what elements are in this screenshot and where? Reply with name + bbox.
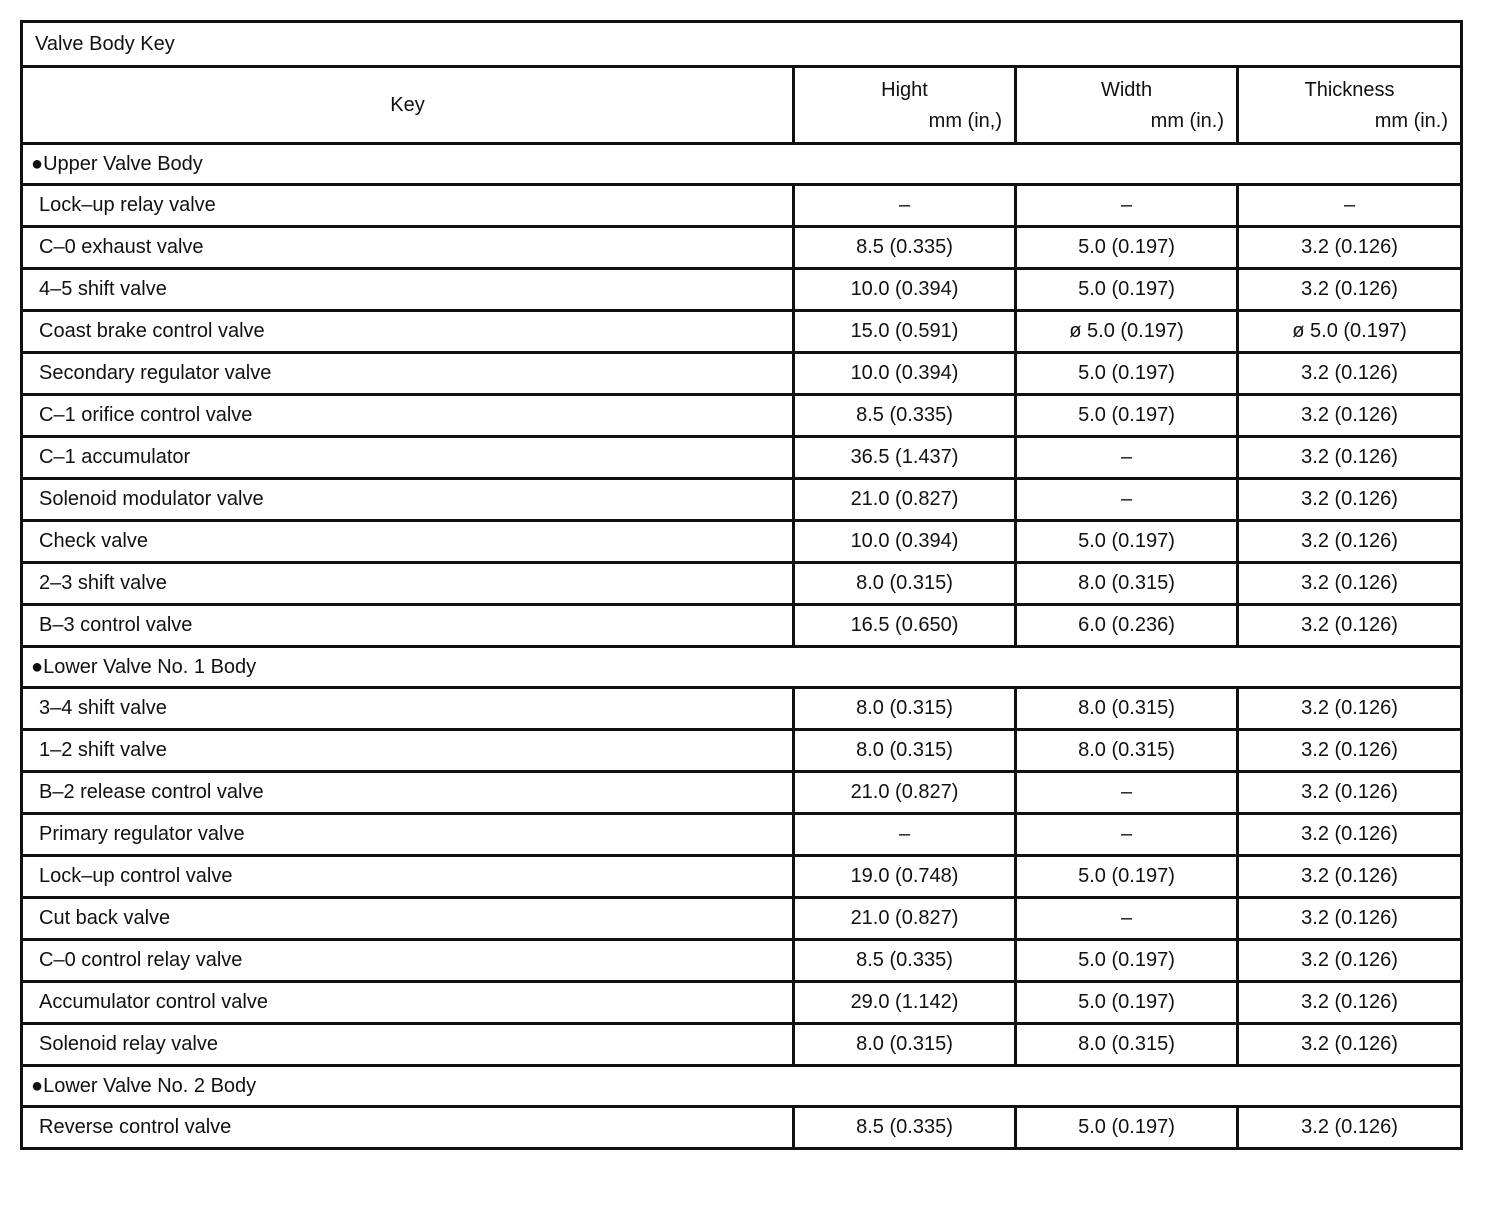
cell-width: 5.0 (0.197) [1016, 227, 1238, 269]
cell-height: 8.5 (0.335) [794, 227, 1016, 269]
cell-height: – [794, 814, 1016, 856]
cell-width: ø 5.0 (0.197) [1016, 311, 1238, 353]
cell-width: – [1016, 898, 1238, 940]
cell-key: C–0 control relay valve [22, 940, 794, 982]
cell-width: 8.0 (0.315) [1016, 1024, 1238, 1066]
cell-width: – [1016, 772, 1238, 814]
table-row [22, 1107, 1462, 1149]
section-row [22, 647, 1462, 688]
cell-width: – [1016, 814, 1238, 856]
table-row [22, 395, 1462, 437]
cell-thickness: ø 5.0 (0.197) [1238, 311, 1462, 353]
cell-key: Secondary regulator valve [22, 353, 794, 395]
cell-key: Check valve [22, 521, 794, 563]
cell-thickness: 3.2 (0.126) [1238, 898, 1462, 940]
cell-height: 29.0 (1.142) [794, 982, 1016, 1024]
table-row [22, 185, 1462, 227]
cell-width: 5.0 (0.197) [1016, 521, 1238, 563]
table-row [22, 605, 1462, 647]
table-title-row [22, 22, 1462, 67]
cell-width: 8.0 (0.315) [1016, 688, 1238, 730]
cell-width: – [1016, 437, 1238, 479]
cell-height: 8.0 (0.315) [794, 730, 1016, 772]
cell-width: 5.0 (0.197) [1016, 269, 1238, 311]
valve-body-table-container [20, 20, 1460, 1150]
table-title: Valve Body Key [22, 22, 1462, 67]
table-row [22, 856, 1462, 898]
header-thickness-label: Thickness [1304, 79, 1395, 101]
cell-thickness: 3.2 (0.126) [1238, 814, 1462, 856]
cell-key: C–1 orifice control valve [22, 395, 794, 437]
section-label: ●Lower Valve No. 1 Body [22, 647, 1462, 688]
cell-width: 5.0 (0.197) [1016, 353, 1238, 395]
cell-height: 19.0 (0.748) [794, 856, 1016, 898]
cell-height: 8.5 (0.335) [794, 395, 1016, 437]
cell-height: 10.0 (0.394) [794, 521, 1016, 563]
cell-height: 8.5 (0.335) [794, 940, 1016, 982]
cell-key: C–0 exhaust valve [22, 227, 794, 269]
cell-key: Lock–up control valve [22, 856, 794, 898]
cell-key: Cut back valve [22, 898, 794, 940]
header-thickness-unit: mm (in.) [1374, 110, 1449, 132]
table-row [22, 353, 1462, 395]
cell-thickness: 3.2 (0.126) [1238, 940, 1462, 982]
table-header-row [22, 67, 1462, 144]
cell-thickness: 3.2 (0.126) [1238, 1107, 1462, 1149]
cell-width: – [1016, 479, 1238, 521]
cell-height: 10.0 (0.394) [794, 269, 1016, 311]
table-row [22, 940, 1462, 982]
table-row [22, 563, 1462, 605]
cell-key: Accumulator control valve [22, 982, 794, 1024]
cell-height: 10.0 (0.394) [794, 353, 1016, 395]
cell-key: 1–2 shift valve [22, 730, 794, 772]
cell-height: 8.0 (0.315) [794, 563, 1016, 605]
cell-width: 5.0 (0.197) [1016, 982, 1238, 1024]
cell-height: 16.5 (0.650) [794, 605, 1016, 647]
cell-height: 36.5 (1.437) [794, 437, 1016, 479]
header-key: Key [22, 67, 794, 144]
cell-height: 8.0 (0.315) [794, 688, 1016, 730]
section-label: ●Lower Valve No. 2 Body [22, 1066, 1462, 1107]
cell-thickness: 3.2 (0.126) [1238, 856, 1462, 898]
section-label: ●Upper Valve Body [22, 144, 1462, 185]
cell-height: 21.0 (0.827) [794, 772, 1016, 814]
table-row [22, 479, 1462, 521]
cell-width: 5.0 (0.197) [1016, 1107, 1238, 1149]
cell-thickness: 3.2 (0.126) [1238, 479, 1462, 521]
cell-thickness: 3.2 (0.126) [1238, 563, 1462, 605]
cell-key: Solenoid relay valve [22, 1024, 794, 1066]
cell-width: 8.0 (0.315) [1016, 730, 1238, 772]
table-row [22, 982, 1462, 1024]
cell-thickness: 3.2 (0.126) [1238, 1024, 1462, 1066]
table-body [22, 144, 1462, 1149]
header-width-unit: mm (in.) [1150, 110, 1224, 132]
cell-width: 6.0 (0.236) [1016, 605, 1238, 647]
cell-thickness: 3.2 (0.126) [1238, 982, 1462, 1024]
cell-thickness: – [1238, 185, 1462, 227]
table-row [22, 688, 1462, 730]
table-row [22, 269, 1462, 311]
cell-thickness: 3.2 (0.126) [1238, 353, 1462, 395]
valve-body-table [20, 20, 1463, 1150]
cell-key: Lock–up relay valve [22, 185, 794, 227]
table-row [22, 311, 1462, 353]
section-row [22, 144, 1462, 185]
header-thickness [1238, 67, 1462, 144]
cell-thickness: 3.2 (0.126) [1238, 730, 1462, 772]
cell-width: – [1016, 185, 1238, 227]
cell-width: 5.0 (0.197) [1016, 856, 1238, 898]
cell-key: 4–5 shift valve [22, 269, 794, 311]
cell-width: 5.0 (0.197) [1016, 940, 1238, 982]
cell-height: 15.0 (0.591) [794, 311, 1016, 353]
cell-key: 3–4 shift valve [22, 688, 794, 730]
table-row [22, 814, 1462, 856]
cell-width: 5.0 (0.197) [1016, 395, 1238, 437]
cell-thickness: 3.2 (0.126) [1238, 521, 1462, 563]
cell-height: – [794, 185, 1016, 227]
cell-thickness: 3.2 (0.126) [1238, 395, 1462, 437]
cell-height: 8.0 (0.315) [794, 1024, 1016, 1066]
table-row [22, 898, 1462, 940]
cell-height: 21.0 (0.827) [794, 898, 1016, 940]
table-row [22, 730, 1462, 772]
cell-thickness: 3.2 (0.126) [1238, 605, 1462, 647]
header-height [794, 67, 1016, 144]
cell-height: 8.5 (0.335) [794, 1107, 1016, 1149]
header-height-unit: mm (in,) [928, 110, 1002, 132]
cell-key: B–3 control valve [22, 605, 794, 647]
table-row [22, 772, 1462, 814]
cell-key: 2–3 shift valve [22, 563, 794, 605]
table-row [22, 1024, 1462, 1066]
table-row [22, 437, 1462, 479]
cell-width: 8.0 (0.315) [1016, 563, 1238, 605]
cell-key: Solenoid modulator valve [22, 479, 794, 521]
cell-thickness: 3.2 (0.126) [1238, 437, 1462, 479]
table-row [22, 521, 1462, 563]
table-row [22, 227, 1462, 269]
header-width-label: Width [1100, 79, 1153, 101]
cell-key: B–2 release control valve [22, 772, 794, 814]
cell-height: 21.0 (0.827) [794, 479, 1016, 521]
cell-key: Coast brake control valve [22, 311, 794, 353]
header-width [1016, 67, 1238, 144]
cell-thickness: 3.2 (0.126) [1238, 269, 1462, 311]
cell-thickness: 3.2 (0.126) [1238, 772, 1462, 814]
cell-key: C–1 accumulator [22, 437, 794, 479]
header-height-label: Hight [881, 79, 928, 101]
cell-thickness: 3.2 (0.126) [1238, 688, 1462, 730]
cell-key: Primary regulator valve [22, 814, 794, 856]
cell-thickness: 3.2 (0.126) [1238, 227, 1462, 269]
section-row [22, 1066, 1462, 1107]
cell-key: Reverse control valve [22, 1107, 794, 1149]
